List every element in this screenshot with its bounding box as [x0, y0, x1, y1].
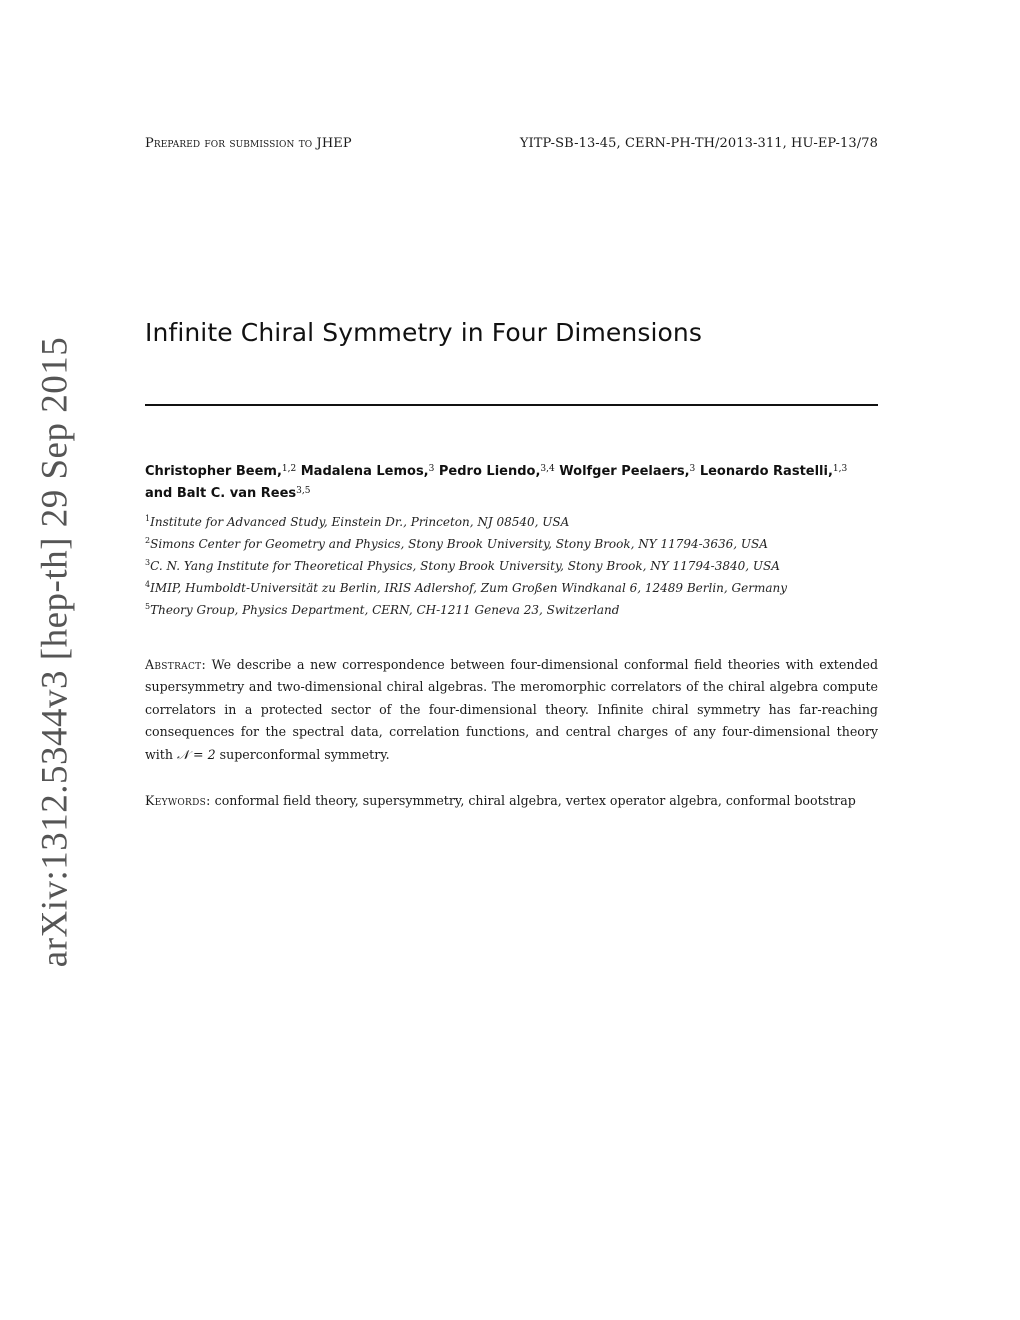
title-rule: [145, 404, 878, 406]
affiliation-number: 4: [145, 580, 151, 589]
keywords-label: Keywords:: [145, 793, 211, 808]
abstract-text: We describe a new correspondence between four-dimensional conformal field theories with extended supersymmetry and two-dimensional chiral algebras. The meromorphic correlators of the chiral algebra compute correlators in a protected sector of the four-dimensional theory. Infinite chiral symmetry has far-reaching consequences for the spectral data, correlation functions, and central charges of any four-dimensional theory with: [145, 657, 878, 762]
affiliation-text: Theory Group, Physics Department, CERN, CH-1211 Geneva 23, Switzerland: [150, 603, 620, 617]
keywords: [145, 790, 878, 812]
affiliation: [145, 599, 885, 621]
affiliation-text: Institute for Advanced Study, Einstein Dr., Princeton, NJ 08540, USA: [150, 515, 570, 529]
affiliation-text: Simons Center for Geometry and Physics, Stony Brook University, Stony Brook, NY 11794-3636, USA: [150, 537, 768, 551]
abstract-text-end: superconformal symmetry.: [215, 746, 390, 762]
affiliation: [145, 533, 885, 555]
abstract-label: Abstract:: [145, 657, 206, 672]
affiliation: [145, 577, 885, 599]
author: Wolfger Peelaers,: [559, 464, 690, 479]
author: Pedro Liendo,: [438, 464, 541, 479]
author-affiliation: 3: [428, 464, 435, 474]
author: Christopher Beem,: [145, 464, 282, 479]
author-affiliation: 3: [689, 464, 696, 474]
author-affiliation: 3,5: [296, 486, 311, 496]
preprint-numbers: YITP-SB-13-45, CERN-PH-TH/2013-311, HU-EP-13/78: [519, 136, 878, 151]
abstract: [145, 654, 878, 766]
arxiv-stamp: arXiv:1312.5344v3 [hep-th] 29 Sep 2015: [34, 336, 76, 968]
affiliation: [145, 511, 885, 533]
affiliation-text: IMIP, Humboldt-Universität zu Berlin, IRIS Adlershof, Zum Großen Windkanal 6, 12489 Berlin, Germany: [150, 581, 788, 595]
affiliation-text: C. N. Yang Institute for Theoretical Physics, Stony Brook University, Stony Brook, NY 11794-3840, USA: [150, 559, 780, 573]
author: Leonardo Rastelli,: [699, 464, 833, 479]
affiliation-number: 2: [145, 536, 151, 545]
author-affiliation: 3,4: [540, 464, 555, 474]
author-affiliation: 1,2: [281, 464, 297, 474]
affiliation-list: [145, 511, 885, 621]
abstract-math: 𝒩 = 2: [176, 746, 216, 762]
keywords-text: conformal field theory, supersymmetry, chiral algebra, vertex operator algebra, conformal bootstrap: [210, 793, 856, 808]
author: and Balt C. van Rees: [145, 486, 297, 501]
author: Madalena Lemos,: [300, 464, 429, 479]
author-list: [145, 461, 885, 505]
affiliation-number: 5: [145, 602, 151, 611]
affiliation: [145, 555, 885, 577]
affiliation-number: 3: [145, 558, 151, 567]
journal-header: Prepared for submission to JHEP: [145, 136, 352, 151]
paper-title: Infinite Chiral Symmetry in Four Dimensions: [145, 318, 702, 347]
affiliation-number: 1: [145, 514, 151, 523]
author-affiliation: 1,3: [832, 464, 848, 474]
